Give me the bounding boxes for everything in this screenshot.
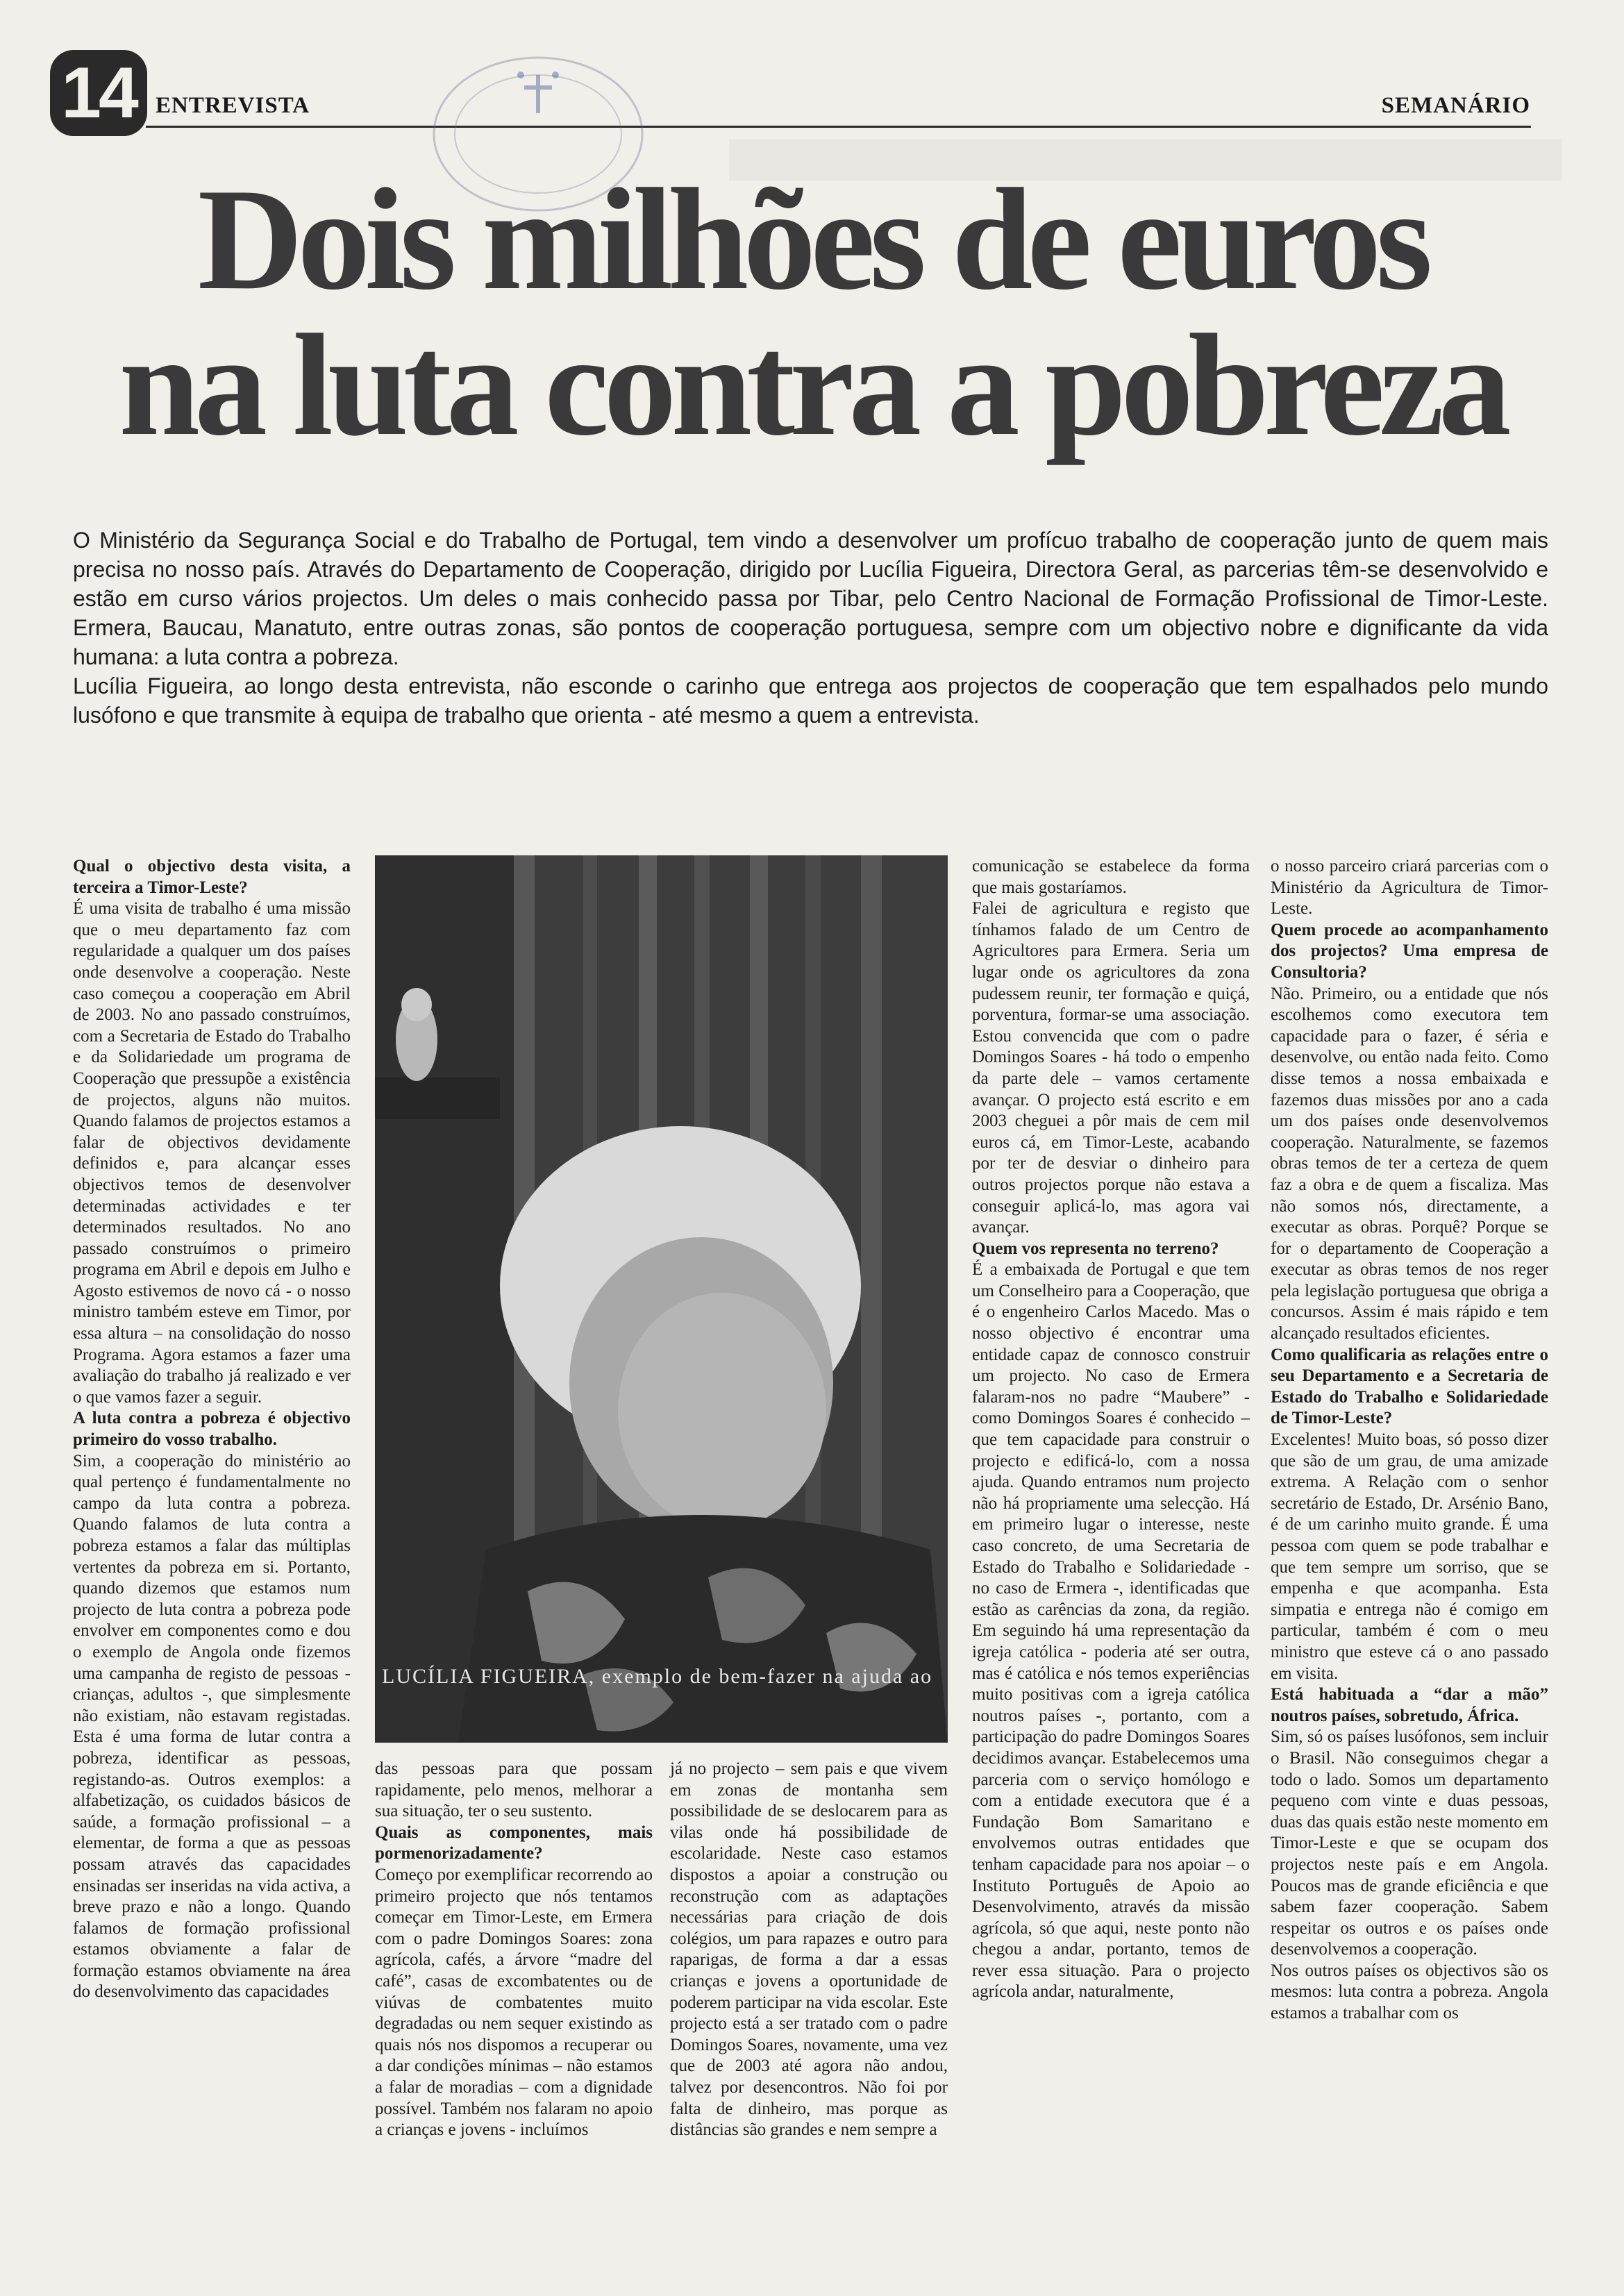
column-2 — [375, 1759, 653, 2141]
interview-answer: Sim, a cooperação do ministério ao qual pertenço é fundamentalmente no campo da luta contra a pobreza. Quando falamos de luta contra a pobreza estamos a falar das múltiplas vertentes da pobreza em si. Portanto, quando dizemos que estamos num projecto de luta contra a pobreza pode envolver em componentes como e dou o exemplo de Angola onde fizemos uma campanha de registo de pessoas - crianças, adultos -, que simplesmente não existiam, não estavam registadas. Esta é uma forma de lutar contra a pobreza, identificar as pessoas, registando-as. Outros exemplos: a alfabetização, os cuidados básicos de saúde, a formação profissional – a elementar, de forma a que as pessoas possam através das capacidades ensinadas ser inseridas na vida activa, a breve prazo e não a longo. Quando falamos de formação profissional estamos obviamente a falar de formação estamos obviamente na área do desenvolvimento das capacidades — [73, 1451, 351, 2002]
column-3 — [670, 1759, 948, 2141]
interview-question: Quem procede ao acompanhamento dos projectos? Uma empresa de Consultoria? — [1271, 920, 1548, 982]
interview-answer: É uma visita de trabalho é uma missão que o meu departamento faz com regularidade a qualquer um dos países onde desenvolve a cooperação. Neste caso começou a cooperação em Abril de 2003. No ano passado construímos, com a Secretaria de Estado do Trabalho e da Solidariedade um programa de Cooperação que pressupõe a existência de projectos, alguns não muitos. Quando falamos de projectos estamos a falar de objectivos devidamente definidos e, para alcançar esses objectivos temos de desenvolver determinadas actividades e ter determinados resultados. No ano passado construímos o primeiro programa em Abril e depois em Julho e Agosto estivemos de novo cá - o nosso ministro também esteve em Timor, por essa altura – na consolidação do nosso Programa. Agora estamos a fazer uma avaliação do trabalho já realizado e ver o que vamos fazer a seguir. — [73, 899, 351, 1407]
interview-answer: já no projecto – sem pais e que vivem em zonas de montanha sem possibilidade de se deslocarem para as vilas onde há possibilidade de escolaridade. Neste caso estamos dispostos a apoiar a construção ou reconstrução com as adaptações necessárias para criação de dois colégios, um para rapazes e outro para raparigas, de forma a dar a essas crianças e jovens a oportunidade de poderem participar na vida escolar. Este projecto está a ser tratado com o padre Domingos Soares, novamente, uma vez que de 2003 até agora não andou, talvez por desencontros. Não foi por falta de dinheiro, mas porque as distâncias são grandes e nem sempre a — [670, 1759, 948, 2140]
portrait-illustration — [375, 855, 948, 1743]
interview-question: Está habituada a “dar a mão” noutros países, sobretudo, África. — [1271, 1685, 1548, 1725]
interview-question: Como qualificaria as relações entre o seu Departamento e a Secretaria de Estado do Trabalho e Solidariedade de Timor-Leste? — [1271, 1345, 1548, 1428]
headline-line-1: Dois milhões de euros — [197, 159, 1428, 320]
interview-answer: Sim, só os países lusófonos, sem incluir o Brasil. Não conseguimos chegar a todo o lado. Somos um departamento pequeno com vinte e duas pessoas, duas das quais estão neste momento em Timor-Leste e que se ocupam dos projectos neste país e em Angola. Poucos mas de grande eficiência e que sabem fazer cooperação. Sabem respeitar os outros e os países onde desenvolvemos a cooperação. — [1271, 1727, 1548, 1959]
interview-question: Quais as componentes, mais pormenorizadamente? — [375, 1822, 653, 1863]
publication-name: SEMANÁRIO — [1381, 93, 1530, 118]
interview-answer: o nosso parceiro criará parcerias com o Ministério da Agricultura de Timor-Leste. — [1271, 857, 1548, 919]
interview-answer: Nos outros países os objectivos são os mesmos: luta contra a pobreza. Angola estamos a trabalhar com os — [1271, 1961, 1548, 2023]
lead-text-1: O Ministério da Segurança Social e do Trabalho de Portugal, tem vindo a desenvolver um profícuo trabalho de cooperação junto de quem mais precisa no nosso país. Através do Departamento de Cooperação, dirigido por Lucília Figueira, Directora Geral, as parcerias têm-se desenvolvido e estão em curso vários projectos. Um deles o mais conhecido passa por Tibar, pelo Centro Nacional de Formação Profissional de Timor-Leste. Ermera, Baucau, Manatuto, entre outras zonas, são pontos de cooperação portuguesa, sempre com um objectivo nobre e dignificante da vida humana: a luta contra a pobreza. — [73, 528, 1548, 669]
interview-question: A luta contra a pobreza é objectivo primeiro do vosso trabalho. — [73, 1409, 351, 1450]
interview-answer: comunicação se estabelece da forma que mais gostaríamos. — [972, 857, 1250, 897]
lead-paragraph — [73, 526, 1548, 730]
photo-caption: LUCÍLIA FIGUEIRA, exemplo de bem-fazer na ajuda ao — [382, 1665, 933, 1688]
interview-answer: Começo por exemplificar recorrendo ao primeiro projecto que nós tentamos começar em Timor-Leste, em Ermera com o padre Domingos Soares: zona agrícola, cafés, a árvore “madre del café”, casas de excombatentes ou de viúvas de combatentes muito degradadas ou nem sequer existindo as quais nós nos dispomos a recuperar ou a dar condições mínimas – não estamos a falar de moradias – com a dignidade possível. Também nos falaram no apoio a crianças e jovens - incluímos — [375, 1865, 653, 2140]
interview-question: Quem vos representa no terreno? — [972, 1239, 1219, 1258]
column-1 — [73, 856, 351, 2003]
interview-answer: das pessoas para que possam rapidamente, pelo menos, melhorar a sua situação, ter o seu sustento. — [375, 1759, 653, 1821]
section-label: ENTREVISTA — [156, 93, 310, 118]
headline — [69, 159, 1555, 466]
interview-question: Qual o objectivo desta visita, a terceira a Timor-Leste? — [73, 857, 351, 897]
column-5 — [1271, 856, 1548, 2025]
header-rule — [146, 126, 1531, 128]
interview-answer: Falei de agricultura e registo que tínhamos falado de um Centro de Agricultores para Ermera. Seria um lugar onde os agricultores da zona pudessem reunir, ter formação e quiçá, porventura, formar-se uma associação. Estou convencida que com o padre Domingos Soares - há todo o empenho da parte dele – vamos certamente avançar. O projecto está escrito e em 2003 cheguei a pôr mais de cem mil euros cá, em Timor-Leste, acabando por ter de desviar o dinheiro para outros projectos porque não estava a conseguir aplicá-lo, mas agora vai avançar. — [972, 899, 1250, 1237]
column-4 — [972, 856, 1250, 2003]
headline-line-2: na luta contra a pobreza — [119, 305, 1506, 466]
interview-answer: Não. Primeiro, ou a entidade que nós escolhemos como executora tem capacidade para o fazer, é séria e desenvolve, ou então nada feito. Como disse temos a nossa embaixada e fazemos duas missões por ano a cada um dos países onde desenvolvemos cooperação. Naturalmente, se fazemos obras temos de ter a certeza de quem faz a obra e de quem a fiscaliza. Mas não somos nós, directamente, a executar as obras. Porquê? Porque se for o departamento de Cooperação a executar as obras temos de nos reger pela legislação portuguesa que obriga a concursos. Assim é mais rápido e tem alcançado resultados eficientes. — [1271, 984, 1548, 1343]
page-number: 14 — [50, 50, 147, 136]
portrait-photo — [375, 855, 948, 1743]
lead-text-2: Lucília Figueira, ao longo desta entrevista, não esconde o carinho que entrega aos projectos de cooperação que tem espalhados pelo mundo lusófono e que transmite à equipa de trabalho que orienta - até mesmo a quem a entrevista. — [73, 673, 1548, 728]
interview-answer: Excelentes! Muito boas, só posso dizer que são de um grau, de uma amizade extrema. A Relação com o senhor secretário de Estado, Dr. Arsénio Bano, é de um carinho muito grande. É uma pessoa com quem se pode trabalhar e que tem sempre um sorriso, que se empenha e que acompanha. Esta simpatia e entrega não é comigo em particular, também é com o meu ministro que esteve cá o ano passado em visita. — [1271, 1430, 1548, 1683]
interview-answer: É a embaixada de Portugal e que tem um Conselheiro para a Cooperação, que é o engenheiro Carlos Macedo. Mas o nosso objectivo é encontrar uma entidade capaz de connosco construir um projecto. No caso de Ermera falaram-nos no padre “Maubere” - como Domingos Soares é conhecido – que tem capacidade para construir o projecto e edificá-lo, com a nossa ajuda. Quando entramos num projecto não há propriamente uma selecção. Há em primeiro lugar o interesse, neste caso concreto, de uma Secretaria de Estado do Trabalho e Solidariedade - no caso de Ermera -, identificadas que estão as carências da zona, da região. Em seguindo há uma representação da igreja católica - poderia até ser outra, mas é católica e nós temos experiências muito positivas com a igreja católica noutros países -, portanto, com a participação do padre Domingos Soares decidimos avançar. Estabelecemos uma parceria com o serviço homólogo e com a entidade executora que é a Fundação Bom Samaritano e envolvemos outras entidades que tenham capacidade para nos apoiar – o Instituto Português de Apoio ao Desenvolvimento, através da missão agrícola, só que aqui, neste ponto não chegou a andar, portanto, temos de rever essa situação. Para o projecto agrícola andar, naturalmente, — [972, 1260, 1250, 2002]
